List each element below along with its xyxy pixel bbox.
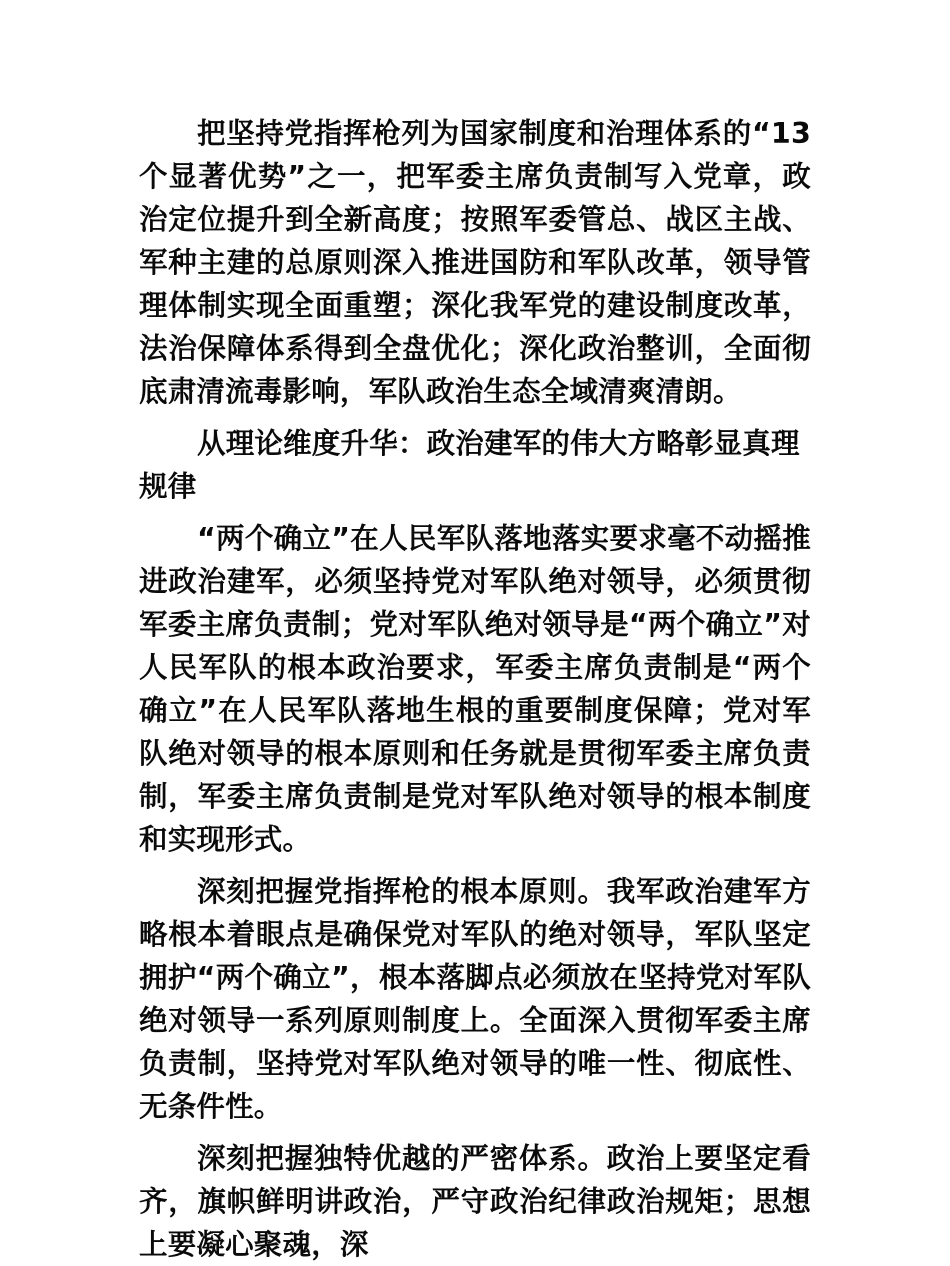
document-text-body: [139, 112, 811, 1266]
paragraph-4: 深刻把握独特优越的严密体系。政治上要坚定看齐，旗帜鲜明讲政治，严守政治纪律政治规矩；思想上要凝心聚魂，深: [139, 1142, 811, 1261]
paragraph-1: 把坚持党指挥枪列为国家制度和治理体系的“13 个显著优势”之一，把军委主席负责制写入党章，政治定位提升到全新高度；按照军委管总、战区主战、军种主建的总原则深入推进国防和军队改革，领导管理体制实现全面重塑；深化我军党的建设制度改革，法治保障体系得到全盘优化；深化政治整训，全面彻底肃清流毒影响，军队政治生态全域清爽清朗。: [139, 117, 811, 408]
paragraph-2: “两个确立”在人民军队落地落实要求毫不动摇推进政治建军，必须坚持党对军队绝对领导，必须贯彻军委主席负责制；党对军队绝对领导是“两个确立”对人民军队的根本政治要求，军委主席负责制是“两个确立”在人民军队落地生根的重要制度保障；党对军队绝对领导的根本原则和任务就是贯彻军委主席负责制，军委主席负责制是党对军队绝对领导的根本制度和实现形式。: [139, 522, 811, 856]
section-heading-1: 从理论维度升华：政治建军的伟大方略彰显真理规律: [139, 427, 800, 503]
paragraph-3: 深刻把握党指挥枪的根本原则。我军政治建军方略根本着眼点是确保党对军队的绝对领导，军队坚定拥护“两个确立”，根本落脚点必须放在坚持党对军队绝对领导一系列原则制度上。全面深入贯彻军委主席负责制，坚持党对军队绝对领导的唯一性、彻底性、无条件性。: [139, 875, 811, 1123]
